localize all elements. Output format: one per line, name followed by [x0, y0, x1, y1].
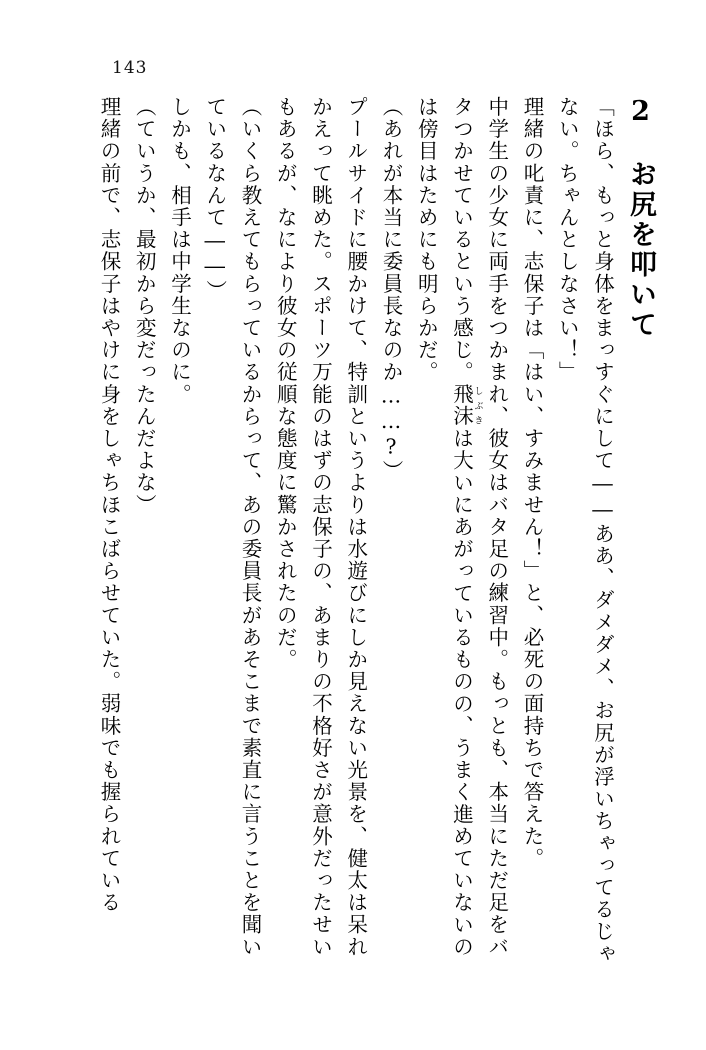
paragraph-4: （あれが本当に委員長なのか……?）	[379, 96, 403, 483]
paragraph-5: プールサイドに腰かけて、特訓というよりは水遊びにしか見えない光景を、健太は呆れかえって眺めた。スポーツ万能のはずの志保子の、あまりの不格好さが意外だったせいもあるが、なにより彼女の従順な態度に驚かされたのだ。	[273, 96, 368, 958]
paragraph-2: 理緒の叱責に、志保子は「はい、すみません！」と、必死の面持ちで答えた。	[520, 96, 544, 870]
chapter-title: 2 お尻を叩いて	[625, 96, 656, 340]
paragraph-3: 中学生の少女に両手をつかまれ、彼女はバタ足の練習中。もっとも、本当にただ足をバタつかせているという感じ。飛沫 しぶきは大いにあがっているものの、うまく進めていないのは傍目はためにも明らかだ。	[414, 96, 509, 958]
paragraph-1: 「ほら、もっと身体をまっすぐにして――ああ、ダメダメ、お尻が浮いちゃってるじゃない。ちゃんとしなさい！」	[555, 96, 615, 965]
page-number: 143	[112, 58, 148, 78]
paragraph-7: しかも、相手は中学生なのに。	[167, 96, 192, 406]
vertical-text-body	[80, 96, 660, 976]
paragraph-6: （いくら教えてもらっているからって、あの委員長があそこまで素直に言うことを聞いているなんて――）	[202, 96, 262, 958]
paragraph-9: 理緒の前で、志保子はやけに身をしゃちほこばらせていた。弱味でも握られている	[97, 96, 121, 914]
paragraph-8: （ていうか、最初から変だったんだよな）	[132, 96, 157, 516]
